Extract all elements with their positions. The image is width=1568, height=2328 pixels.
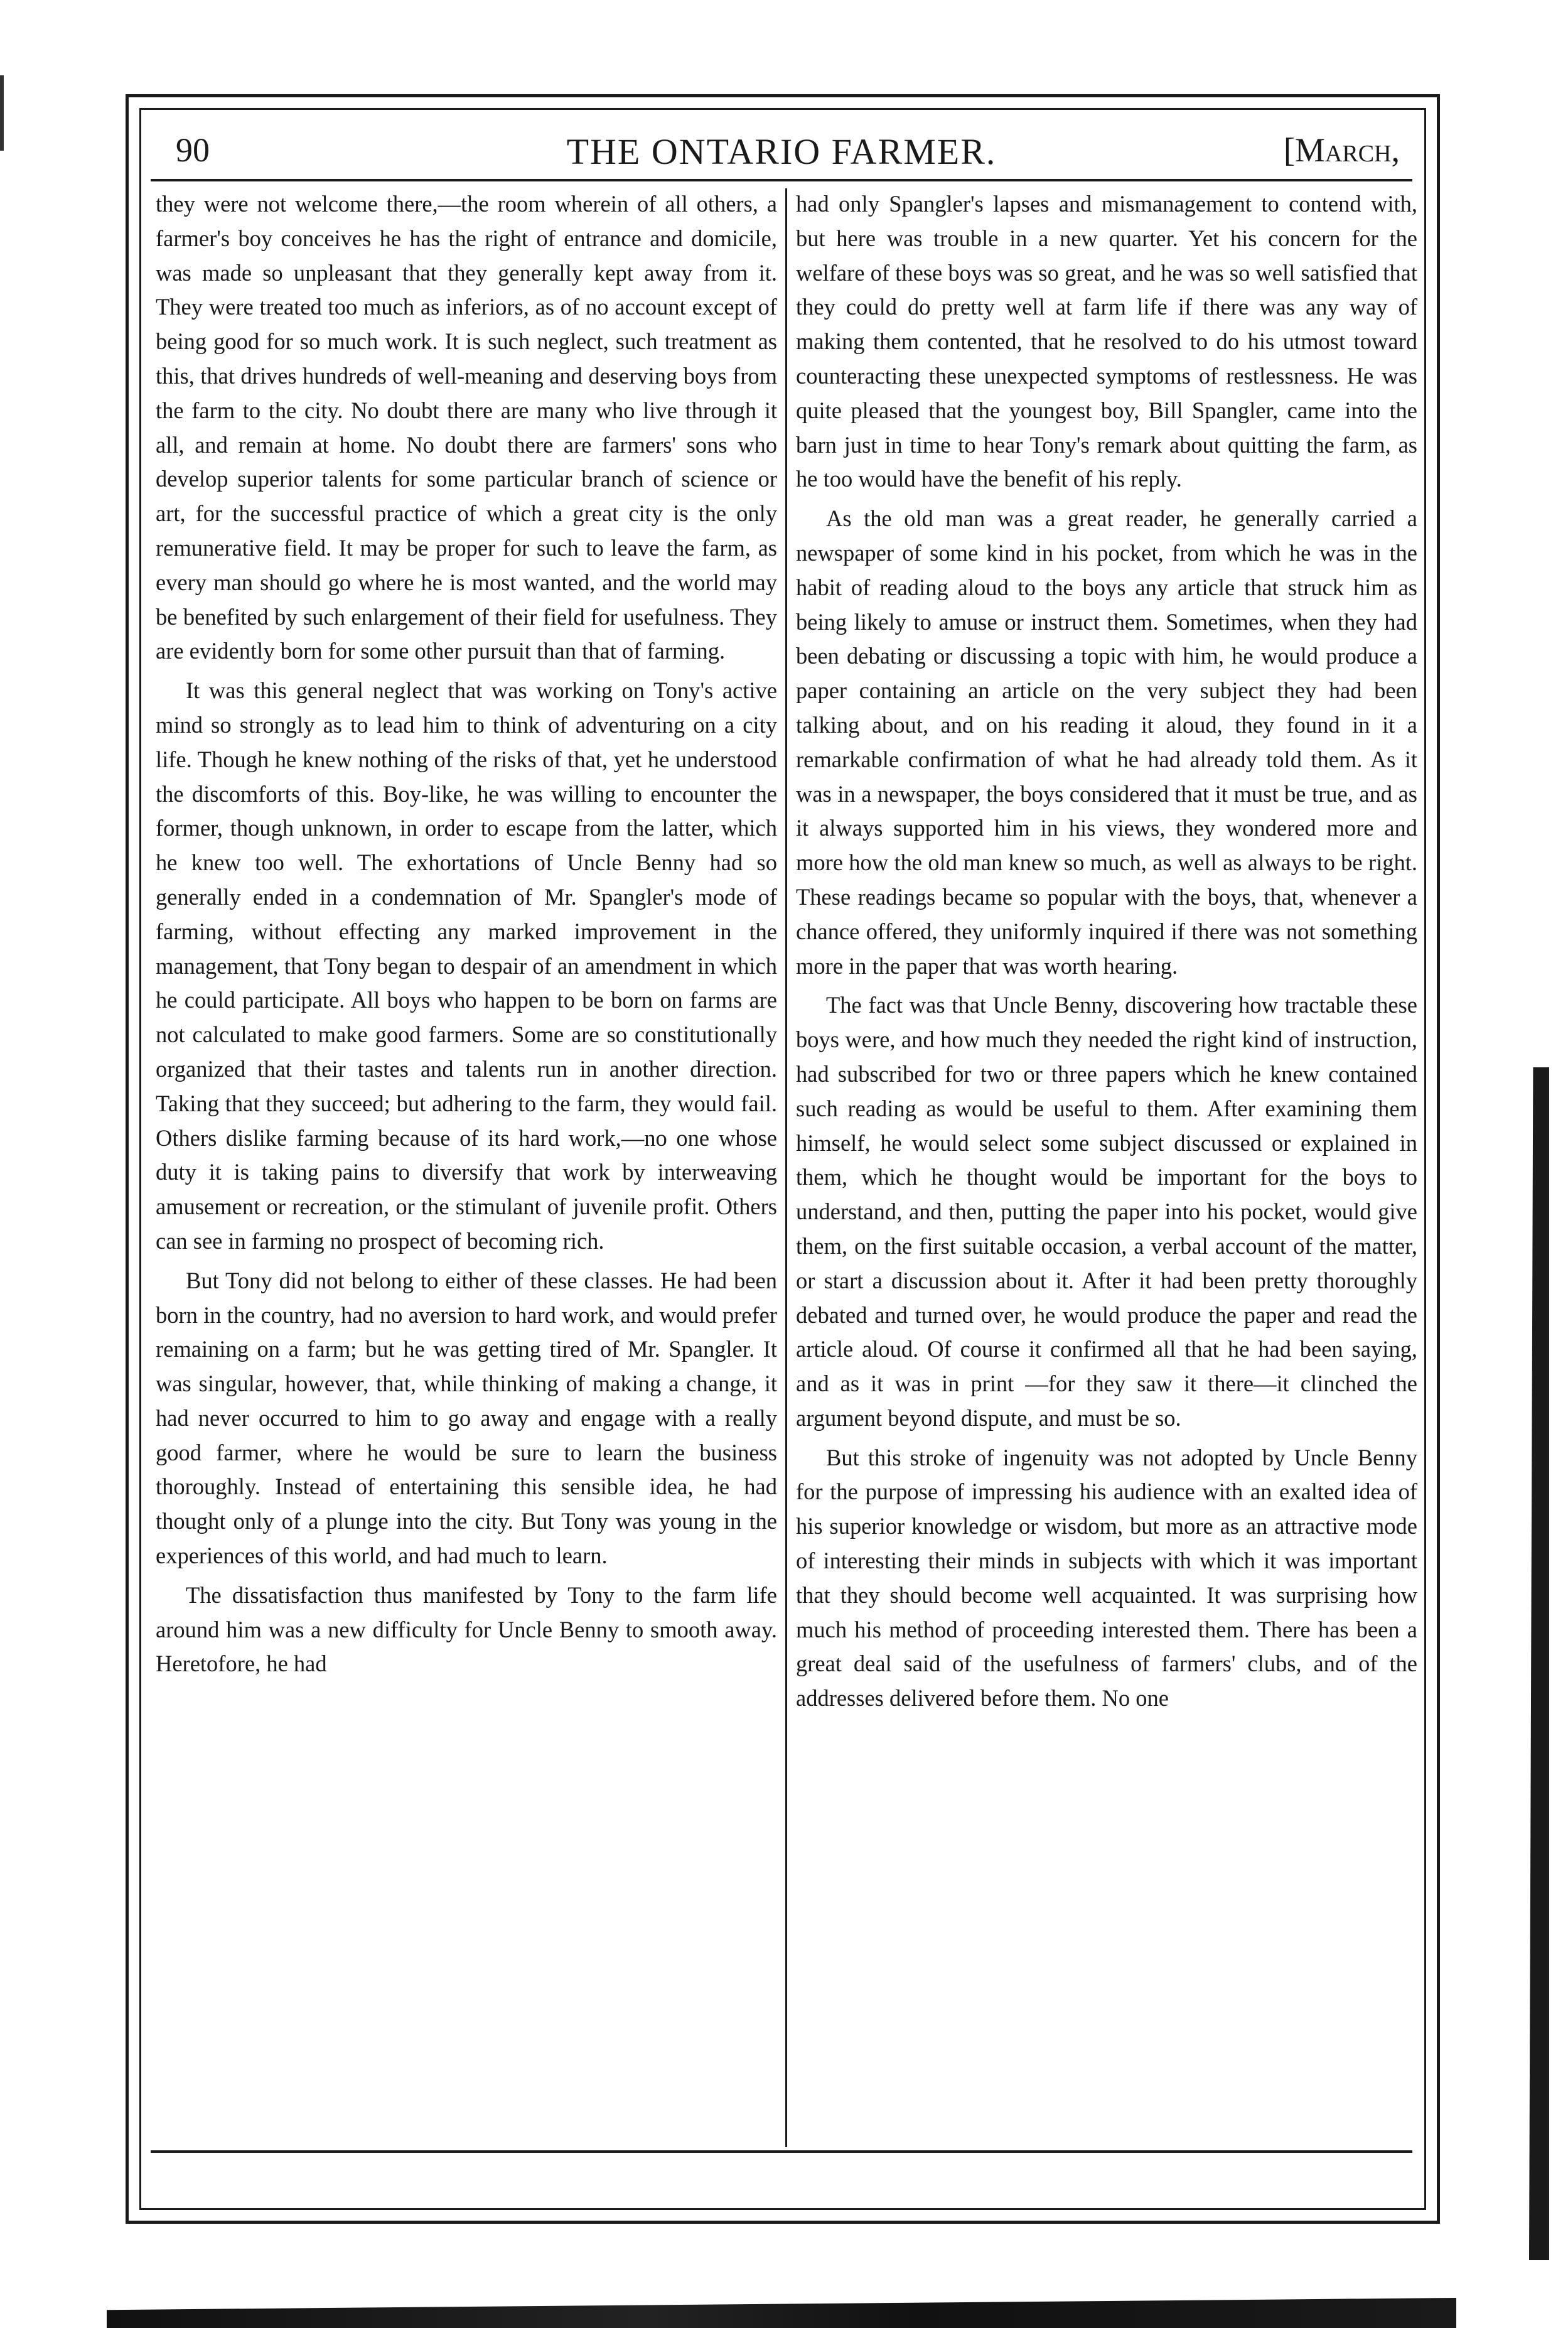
- column-divider: [785, 188, 787, 2147]
- scan-shadow-bottom: [107, 2298, 1456, 2328]
- header-rule: [151, 179, 1412, 181]
- left-column: [156, 187, 777, 2146]
- paragraph: It was this general neglect that was working on Tony's active mind so strongly as to lead him to think of adventuring on a city life. Though he knew nothing of the risks of that, yet he understood the discomforts of this. Boy-like, he was willing to encounter the former, though unknown, in order to escape from the latter, which he knew too well. The exhortations of Uncle Benny had so generally ended in a condemnation of Mr. Spangler's mode of farming, without effecting any marked improvement in the management, that Tony began to despair of an amendment in which he could participate. All boys who happen to be born on farms are not calculated to make good farmers. Some are so constitutionally organized that their tastes and talents run in another direction. Taking that they succeed; but adhering to the farm, they would fail. Others dislike farming because of its hard work,—no one whose duty it is taking pains to diversify that work by interweaving amusement or recreation, or the stimulant of juvenile profit. Others can see in farming no prospect of becoming rich.: [156, 677, 777, 1254]
- bottom-rule: [151, 2150, 1412, 2153]
- scan-edge-mark: [0, 75, 4, 151]
- paragraph: As the old man was a great reader, he generally carried a newspaper of some kind in his pocket, from which he was in the habit of reading aloud to the boys any article that struck him as being likely to amuse or instruct them. Sometimes, when they had been debating or discussing a topic with him, he would produce a paper containing an article on the very subject they had been talking about, and on his reading it aloud, they found in it a remarkable confirmation of what he had already told them. As it was in a newspaper, the boys considered that it must be true, and as it always supported him in his views, they wondered more and more how the old man knew so much, as well as always to be right. These readings became so popular with the boys, that, whenever a chance offered, they uniformly inquired if there was not something more in the paper that was worth hearing.: [796, 505, 1417, 979]
- paragraph: The dissatisfaction thus manifested by Tony to the farm life around him was a new difficulty for Uncle Benny to smooth away. Heretofore, he had: [156, 1582, 777, 1677]
- paragraph: The fact was that Uncle Benny, discovering how tractable these boys were, and how much they needed the right kind of instruction, had subscribed for two or three papers which he knew contained such reading as would be useful to them. After examining them himself, he would select some subject discussed or explained in them, which he thought would be important for the boys to understand, and then, putting the paper into his pocket, would give them, on the first suitable occasion, a verbal account of the matter, or start a discussion about it. After it had been pretty thoroughly debated and turned over, he would produce the paper and read the article aloud. Of course it confirmed all that he had been saying, and as it was in print —for they saw it there—it clinched the argument beyond dispute, and must be so.: [796, 992, 1417, 1431]
- page-number: 90: [176, 131, 210, 169]
- scan-shadow-right: [1529, 1067, 1549, 2260]
- paragraph: had only Spangler's lapses and mismanagement to contend with, but here was trouble in a new quarter. Yet his concern for the welfare of these boys was so great, and he was so well satisfied that they could do pretty well at farm life if there was any way of making them contented, that he resolved to do his utmost toward counteracting these unexpected symptoms of restlessness. He was quite pleased that the youngest boy, Bill Spangler, came into the barn just in time to hear Tony's remark about quitting the farm, as he too would have the benefit of his reply.: [796, 191, 1417, 492]
- page-header: [151, 126, 1412, 176]
- paragraph: But this stroke of ingenuity was not adopted by Uncle Benny for the purpose of impressing his audience with an exalted idea of his superior knowledge or wisdom, but more as an attractive mode of interesting their minds in subjects with which it was important that they should become well acquainted. It was surprising how much his method of proceeding interested them. There has been a great deal said of the usefulness of farmers' clubs, and of the addresses delivered before them. No one: [796, 1444, 1417, 1711]
- right-column: [796, 187, 1417, 2146]
- issue-month: [March,: [1283, 131, 1400, 169]
- page-title: THE ONTARIO FARMER.: [566, 131, 997, 172]
- paragraph: they were not welcome there,—the room wherein of all others, a farmer's boy conceives he has the right of entrance and domicile, was made so unpleasant that they generally kept away from it. They were treated too much as inferiors, as of no account except of being good for so much work. It is such neglect, such treatment as this, that drives hundreds of well-meaning and deserving boys from the farm to the city. No doubt there are many who live through it all, and remain at home. No doubt there are farmers' sons who develop superior talents for some particular branch of science or art, for the successful practice of which a great city is the only remunerative field. It may be proper for such to leave the farm, as every man should go where he is most wanted, and the world may be benefited by such enlargement of their field for usefulness. They are evidently born for some other pursuit than that of farming.: [156, 191, 777, 664]
- paragraph: But Tony did not belong to either of these classes. He had been born in the country, had no aversion to hard work, and would prefer remaining on a farm; but he was getting tired of Mr. Spangler. It was singular, however, that, while thinking of making a change, it had never occurred to him to go away and engage with a really good farmer, where he would be sure to learn the business thoroughly. Instead of entertaining this sensible idea, he had thought only of a plunge into the city. But Tony was young in the experiences of this world, and had much to learn.: [156, 1267, 777, 1569]
